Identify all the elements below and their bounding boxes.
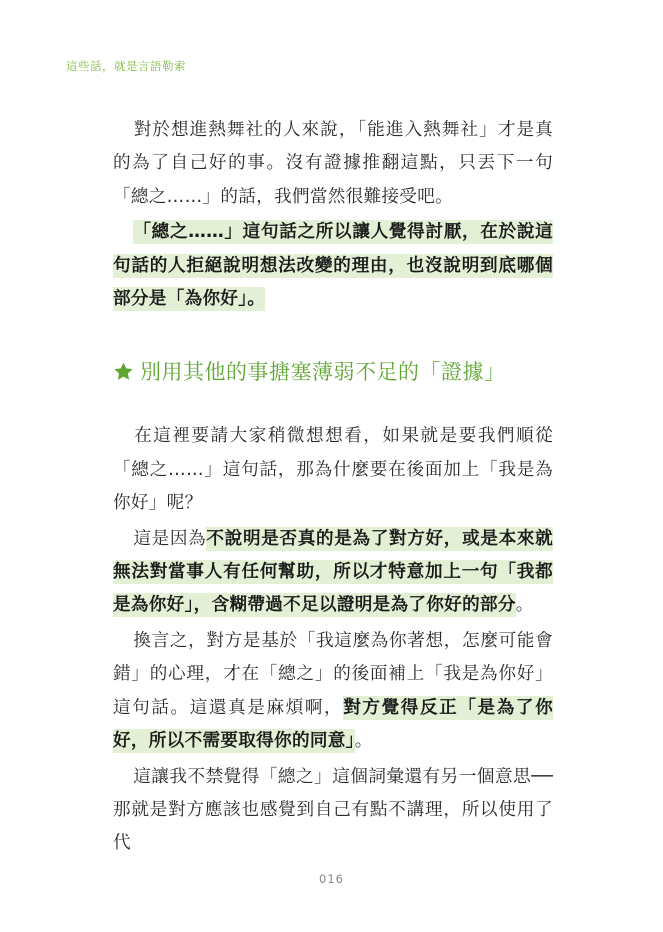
paragraph (113, 216, 553, 316)
paragraph (113, 420, 553, 520)
paragraph-text: 。 (354, 731, 373, 752)
paragraph-text: 換言之，對方是基於「我這麼為你著想，怎麼可能會錯」的心理，才在「總之」的後面補上「我是為你好」這句話。這還真是麻煩啊， (113, 630, 553, 718)
page-number: 016 (319, 872, 344, 886)
paragraph (113, 114, 553, 214)
paragraph (113, 761, 553, 861)
paragraph (113, 523, 553, 623)
highlighted-text: 對方覺得反正「是為了你好，所以不需要取得你的同意」 (113, 697, 553, 752)
running-head: 這些話，就是言語勒索 (66, 59, 186, 73)
star-icon (113, 361, 134, 382)
paragraph-text: 這是因為 (133, 528, 207, 549)
paragraphs-top (113, 114, 553, 316)
paragraph-text: 對於想進熱舞社的人來說，「能進入熱舞社」才是真的為了自己好的事。沒有證據推翻這點，只丟下一句「總之……」的話，我們當然很難接受吧。 (113, 120, 553, 207)
paragraph-text: 。 (515, 595, 534, 616)
body-text (113, 114, 553, 863)
highlighted-text: 「總之……」這句話之所以讓人覺得討厭，在於說這句話的人拒絕說明想法改變的理由，也沒說明到底哪個部分是「為你好」。 (113, 222, 553, 310)
paragraph-text: 在這裡要請大家稍微想想看，如果就是要我們順從「總之……」這句話，那為什麼要在後面加上「我是為你好」呢？ (113, 426, 553, 514)
paragraph-text: 這讓我不禁覺得「總之」這個詞彙還有另一個意思──那就是對方應該也感覺到自己有點不講理，所以使用了代 (113, 766, 553, 854)
highlighted-text: 不說明是否真的是為了對方好，或是本來就無法對當事人有任何幫助，所以才特意加上一句「我都是為你好」，含糊帶過不足以證明是為了你好的部分 (113, 528, 554, 616)
paragraph (113, 625, 553, 759)
paragraphs-bottom (113, 420, 553, 860)
section-title: 別用其他的事搪塞薄弱不足的「證據」 (140, 360, 506, 385)
section-heading (113, 356, 553, 386)
